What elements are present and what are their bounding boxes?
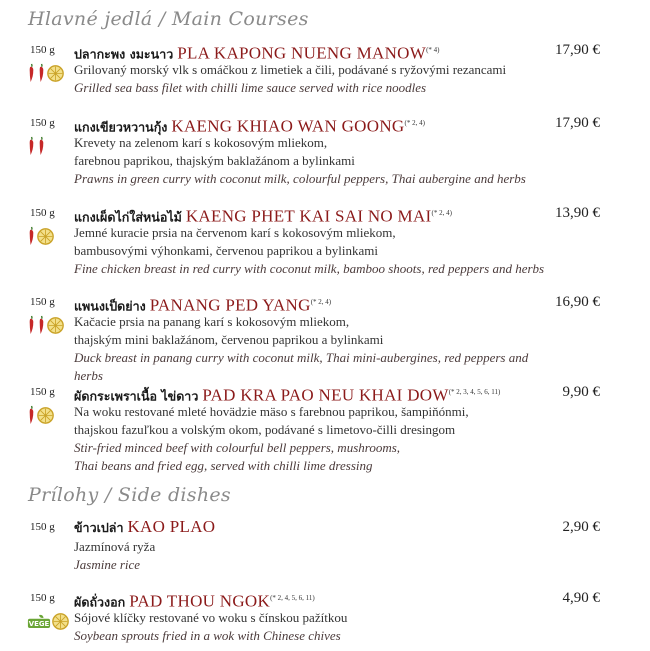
item-icons	[27, 610, 69, 632]
chili-icon	[27, 63, 36, 83]
item-icons	[27, 135, 46, 157]
item-weight: 150 g	[30, 521, 55, 533]
description-en-line: Jasmine rice	[74, 557, 141, 572]
lime-icon	[37, 407, 54, 424]
svg-text:VEGE: VEGE	[28, 619, 50, 628]
item-name: PAD KRA PAO NEU KHAI DOW	[202, 385, 449, 405]
lime-icon	[52, 613, 69, 630]
description-sk-line: Krevety na zelenom karí s kokosovým mliekom,	[74, 135, 328, 150]
item-description	[74, 609, 554, 645]
item-price: 2,90 €	[562, 519, 600, 535]
item-description	[74, 403, 554, 475]
item-thai-name: แกงเขียวหวานกุ้ง	[74, 119, 168, 135]
item-allergens: (* 2, 4)	[310, 298, 332, 306]
item-thai-name: ผัดกระเพราเนื้อ ไข่ดาว	[74, 388, 199, 404]
item-allergens: (* 2, 4)	[404, 119, 425, 127]
item-price: 9,90 €	[562, 384, 600, 400]
item-name: KAO PLAO	[127, 517, 216, 536]
item-allergens: (* 4)	[426, 46, 440, 54]
item-thai-name: แพนงเป็ดย่าง	[74, 298, 146, 314]
chili-icon	[27, 226, 36, 246]
item-heading	[74, 517, 215, 538]
lime-icon	[37, 228, 54, 245]
item-weight: 150 g	[30, 44, 55, 56]
item-name: PLA KAPONG NUENG MANOW	[177, 43, 427, 63]
item-description	[74, 313, 554, 385]
description-en-line: Fine chicken breast in red curry with coconut milk, bamboo shoots, red peppers and herbs	[74, 261, 545, 276]
chili-icon	[27, 315, 36, 335]
description-sk-line: Jemné kuracie prsia na červenom karí s kokosovým mliekom,	[74, 225, 396, 240]
item-allergens: (* 2, 4)	[431, 209, 452, 217]
item-name: KAENG PHET KAI SAI NO MAI	[185, 206, 432, 226]
chili-icon	[37, 315, 46, 335]
chili-icon	[37, 136, 46, 156]
description-en-line: Soybean sprouts fried in a wok with Chinese chives	[74, 628, 341, 643]
item-icons	[27, 62, 64, 84]
description-sk-line: Kačacie prsia na panang karí s kokosovým mliekom,	[74, 314, 350, 329]
description-sk-line: thajskou fazuľkou a volským okom, podávané s limetovo-čilli dresingom	[74, 422, 456, 437]
lime-icon	[47, 317, 64, 334]
description-en-line: Prawns in green curry with coconut milk, colourful peppers, Thai aubergine and herbs	[74, 171, 526, 186]
item-description	[74, 224, 554, 278]
item-weight: 150 g	[30, 117, 55, 129]
chili-icon	[27, 136, 36, 156]
item-description	[74, 134, 554, 188]
lime-icon	[47, 65, 64, 82]
item-name: PANANG PED YANG	[149, 295, 311, 315]
item-price: 17,90 €	[555, 42, 600, 58]
description-sk-line: bambusovými výhonkami, červenou paprikou a bylinkami	[74, 243, 378, 258]
item-weight: 150 g	[30, 296, 55, 308]
item-price: 16,90 €	[555, 294, 600, 310]
chili-icon	[37, 63, 46, 83]
item-icons	[27, 225, 54, 247]
description-sk-line: Grilovaný morský vlk s omáčkou z limetiek a čili, podávané s ryžovými rezancami	[74, 62, 507, 77]
item-description	[74, 538, 554, 574]
item-weight: 150 g	[30, 386, 55, 398]
item-thai-name: ปลากะพง งมะนาว	[74, 46, 174, 62]
item-icons	[27, 314, 64, 336]
description-en-line: Duck breast in panang curry with coconut milk, Thai mini-aubergines, red peppers and herbs	[74, 350, 529, 383]
chili-icon	[27, 405, 36, 425]
item-name: PAD THOU NGOK	[129, 591, 271, 611]
item-price: 4,90 €	[562, 590, 600, 606]
item-thai-name: แกงเผ็ดไก่ใส่หน่อไม้	[74, 209, 182, 225]
section-title-main: Hlavné jedlá / Main Courses	[28, 8, 309, 30]
description-en-line: Stir-fried minced beef with colourful bell peppers, mushrooms,	[74, 440, 401, 455]
item-description	[74, 61, 554, 97]
description-sk-line: thajským mini baklažánom, červenou paprikou a bylinkami	[74, 332, 384, 347]
item-price: 13,90 €	[555, 205, 600, 221]
item-icons	[27, 404, 54, 426]
item-weight: 150 g	[30, 207, 55, 219]
vege-icon	[27, 614, 51, 629]
description-sk-line: Sójové klíčky restované vo woku s čínskou pažítkou	[74, 610, 348, 625]
item-thai-name: ข้าวเปล่า	[74, 520, 124, 535]
item-price: 17,90 €	[555, 115, 600, 131]
section-title-side: Prílohy / Side dishes	[28, 484, 231, 506]
description-en-line: Grilled sea bass filet with chilli lime sauce served with rice noodles	[74, 80, 427, 95]
description-sk-line: Jazmínová ryža	[74, 539, 156, 554]
description-sk-line: Na woku restované mleté hovädzie mäso s farebnou paprikou, šampiňónmi,	[74, 404, 469, 419]
item-thai-name: ผัดถั่วงอก	[74, 594, 126, 610]
description-en-line: Thai beans and fried egg, served with chilli lime dressing	[74, 458, 373, 473]
item-allergens: (* 2, 4, 5, 6, 11)	[270, 594, 315, 602]
item-name: KAENG KHIAO WAN GOONG	[171, 116, 405, 136]
item-weight: 150 g	[30, 592, 55, 604]
item-allergens: (* 2, 3, 4, 5, 6, 11)	[448, 388, 501, 396]
description-sk-line: farebnou paprikou, thajským baklažánom a bylinkami	[74, 153, 355, 168]
